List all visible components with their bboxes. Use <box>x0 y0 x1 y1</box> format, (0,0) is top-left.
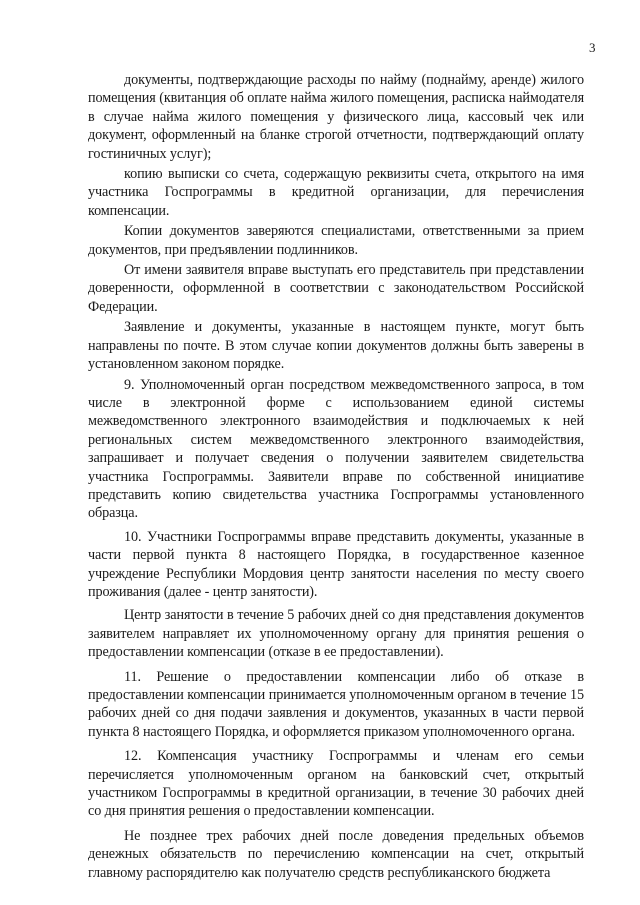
paragraph-item-11: 11. Решение о предоставлении компенсации либо об отказе в предоставлении компенсации принимается уполномоченным органом в течение 15 рабочих дней со дня подачи заявления и документов, указанных в части первой пункта 8 настоящего Порядка, и оформляется приказом уполномоченного органа. <box>88 668 584 740</box>
paragraph-budget-transfer: Не позднее трех рабочих дней после доведения предельных объемов денежных обязательств по перечислению компенсации на счет, открытый главному распорядителю как получателю средств республиканского бюджета <box>88 827 584 881</box>
paragraph-employment-center: Центр занятости в течение 5 рабочих дней со дня представления документов заявителем направляет их уполномоченному органу для принятия решения о предоставлении компенсации (отказе в ее предоставлении). <box>88 607 584 661</box>
paragraph-bank-statement: копию выписки со счета, содержащую реквизиты счета, открытого на имя участника Госпрограммы в кредитной организации, для перечисления компенсации. <box>88 166 584 219</box>
document-body <box>88 71 584 882</box>
paragraph-representative: От имени заявителя вправе выступать его представитель при представлении доверенности, оформленной в соответствии с законодательством Российской Федерации. <box>88 262 584 315</box>
paragraph-expense-documents: документы, подтверждающие расходы по найму (поднайму, аренде) жилого помещения (квитанция об оплате найма жилого помещения, расписка наймодателя в случае найма жилого помещения у физического лица, кассовый чек или документ, оформленный на бланке строгой отчетности, подтверждающий оплату гостиничных услуг); <box>88 72 584 162</box>
paragraph-item-9: 9. Уполномоченный орган посредством межведомственного запроса, в том числе в электронной форме с использованием единой системы межведомственного электронного взаимодействия и подключаемых к ней региональных систем межведомственного электронного взаимодействия, запрашивает и получает сведения о получении заявителем свидетельства участника Госпрограммы. Заявители вправе по собственной инициативе представить копию свидетельства участника Госпрограммы установленного образца. <box>88 376 584 522</box>
paragraph-by-mail: Заявление и документы, указанные в настоящем пункте, могут быть направлены по почте. В этом случае копии документов должны быть заверены в установленном законом порядке. <box>88 319 584 373</box>
page-number: 3 <box>589 40 596 55</box>
paragraph-copies-certified: Копии документов заверяются специалистами, ответственными за прием документов, при предъявлении подлинников. <box>88 223 584 258</box>
paragraph-item-10: 10. Участники Госпрограммы вправе представить документы, указанные в части первой пункта 8 настоящего Порядка, в государственное казенное учреждение Республики Мордовия центр занятости населения по месту своего проживания (далее - центр занятости). <box>88 528 584 600</box>
paragraph-item-12: 12. Компенсация участнику Госпрограммы и членам его семьи перечисляется уполномоченным органом на банковский счет, открытый участником Госпрограммы в кредитной организации, в течение 30 рабочих дней со дня принятия решения о предоставлении компенсации. <box>88 748 584 820</box>
